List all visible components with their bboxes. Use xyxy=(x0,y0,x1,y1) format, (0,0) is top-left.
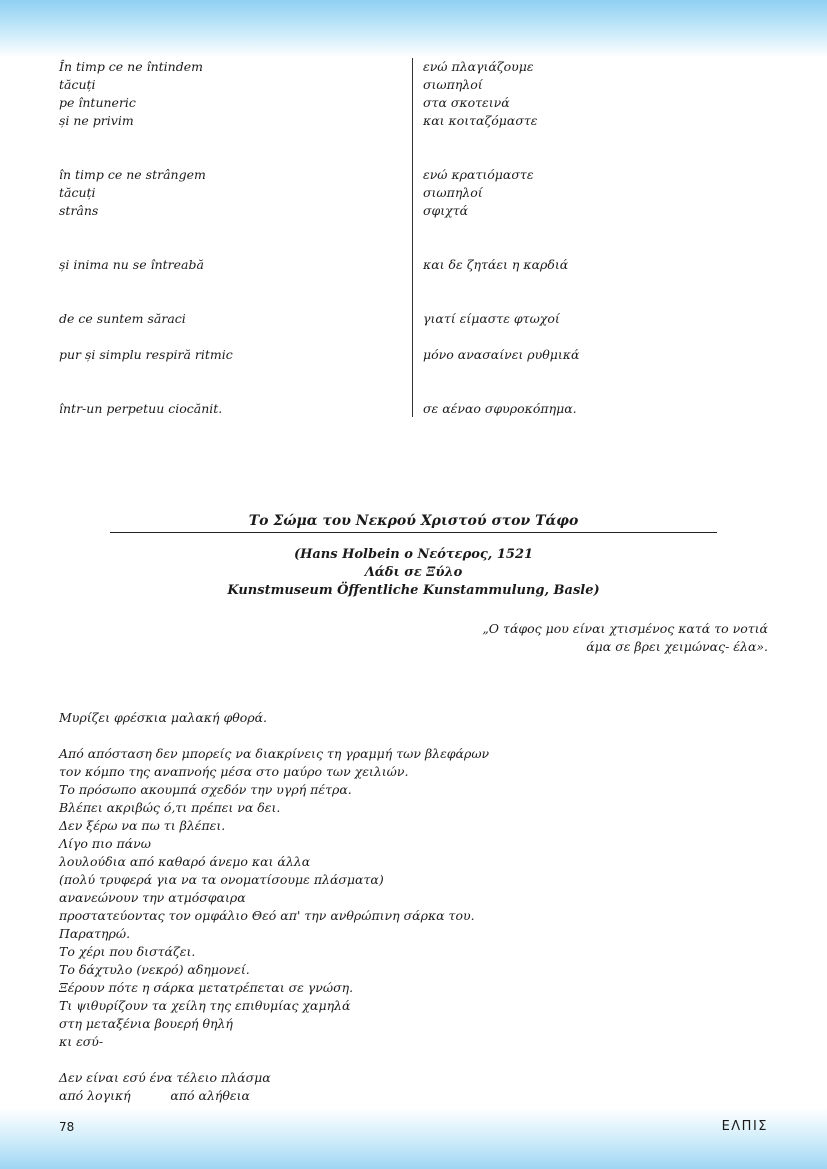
body-line: προστατεύοντας τον ομφάλιο Θεό απ' την ανθρώπινη σάρκα του. xyxy=(59,908,475,923)
body-line: τον κόμπο της αναπνοής μέσα στο μαύρο των χειλιών. xyxy=(59,764,409,779)
body-line: Το δάχτυλο (νεκρό) αδημονεί. xyxy=(59,962,250,977)
title-block xyxy=(110,510,717,533)
subtitle-line: (Hans Holbein ο Νεότερος, 1521 xyxy=(293,547,534,562)
body-line: κι εσύ- xyxy=(59,1034,104,1049)
body-line xyxy=(59,1051,489,1069)
body-line: Ξέρουν πότε η σάρκα μετατρέπεται σε γνώση. xyxy=(59,980,354,995)
body-line: Παρατηρώ. xyxy=(59,926,131,941)
poem-el-line: και δε ζητάει η καρδιά xyxy=(423,257,569,272)
subtitle-line: Λάδι σε Ξύλο xyxy=(364,565,463,580)
body-line xyxy=(59,727,489,745)
poem-el-line: ενώ κρατιόμαστε xyxy=(423,167,534,182)
poem-el-line: και κοιταζόμαστε xyxy=(423,113,538,128)
poem-body xyxy=(59,709,489,1105)
poem-el-line: ενώ πλαγιάζουμε xyxy=(423,59,534,74)
body-line: Τι ψιθυρίζουν τα χείλη της επιθυμίας χαμηλά xyxy=(59,998,351,1013)
poem-ro-line: tăcuți xyxy=(59,77,96,92)
poem-ro-line: și inima nu se întreabă xyxy=(59,257,204,272)
body-line: στη μεταξένια βουερή θηλή xyxy=(59,1016,233,1031)
subtitle-line: Kunstmuseum Öffentliche Kunstammulung, Basle) xyxy=(227,583,600,598)
poem-el-line: σε αέναο σφυροκόπημα. xyxy=(423,401,577,416)
body-line: Δεν είναι εσύ ένα τέλειο πλάσμα xyxy=(59,1070,271,1085)
column-divider xyxy=(412,58,413,417)
poem-el-line: σιωπηλοί xyxy=(423,185,483,200)
epigraph-line: „Ο τάφος μου είναι χτισμένος κατά το νοτιά xyxy=(482,621,768,636)
body-line: Δεν ξέρω να πω τι βλέπει. xyxy=(59,818,226,833)
body-line: Από απόσταση δεν μπορείς να διακρίνεις τη γραμμή των βλεφάρων xyxy=(59,746,490,761)
poem-el-line: στα σκοτεινά xyxy=(423,95,510,110)
top-gradient-band xyxy=(0,0,827,58)
page-number: 78 xyxy=(59,1120,75,1134)
poem-ro-line: într-un perpetuu ciocănit. xyxy=(59,401,223,416)
body-line: Το χέρι που διστάζει. xyxy=(59,944,196,959)
body-line: (πολύ τρυφερά για να τα ονοματίσουμε πλάσματα) xyxy=(59,872,384,887)
body-line: Μυρίζει φρέσκια μαλακή φθορά. xyxy=(59,710,268,725)
body-line: από λογική από αλήθεια xyxy=(59,1088,250,1103)
poem-ro-line: În timp ce ne întindem xyxy=(59,59,203,74)
poem-el-line: σιωπηλοί xyxy=(423,77,483,92)
poem-el-line: σφιχτά xyxy=(423,203,469,218)
body-line: Το πρόσωπο ακουμπά σχεδόν την υγρή πέτρα. xyxy=(59,782,352,797)
body-line: Βλέπει ακριβώς ό,τι πρέπει να δει. xyxy=(59,800,281,815)
poem-ro-line: în timp ce ne strângem xyxy=(59,167,206,182)
poem-el-line: μόνο ανασαίνει ρυθμικά xyxy=(423,347,580,362)
body-line: Λίγο πιο πάνω xyxy=(59,836,151,851)
poem-ro-line: strâns xyxy=(59,203,99,218)
poem-ro-line: pur și simplu respiră ritmic xyxy=(59,347,233,362)
body-line: λουλούδια από καθαρό άνεμο και άλλα xyxy=(59,854,311,869)
poem-title: Το Σώμα του Νεκρού Χριστού στον Τάφο xyxy=(248,513,579,529)
magazine-name: ΕΛΠΙΣ xyxy=(721,1119,768,1134)
poem-ro-line: de ce suntem săraci xyxy=(59,311,186,326)
body-line: ανανεώνουν την ατμόσφαιρα xyxy=(59,890,246,905)
epigraph-line: άμα σε βρει χειμώνας- έλα». xyxy=(586,639,768,654)
poem-el-line: γιατί είμαστε φτωχοί xyxy=(423,311,560,326)
bottom-gradient-band xyxy=(0,1108,827,1169)
poem-ro-line: pe întuneric xyxy=(59,95,136,110)
poem-ro-line: tăcuți xyxy=(59,185,96,200)
poem-ro-line: și ne privim xyxy=(59,113,134,128)
